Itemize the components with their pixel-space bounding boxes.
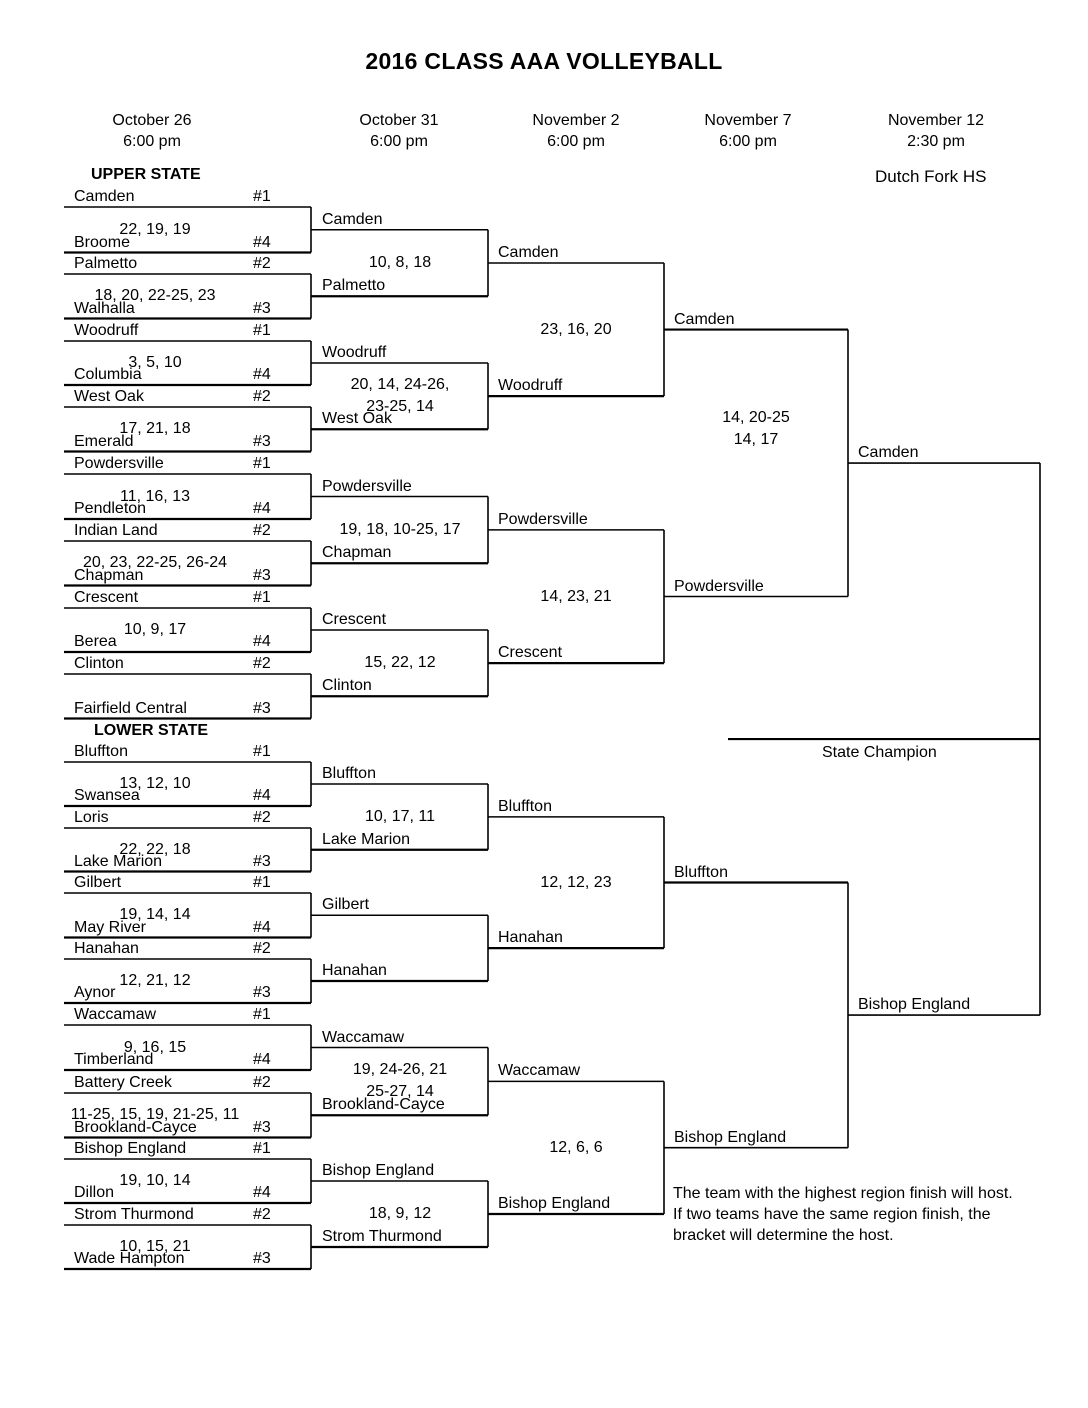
team-name: Camden — [322, 210, 383, 228]
match-score: 17, 21, 18 — [119, 420, 191, 438]
match-score: 19, 14, 14 — [119, 906, 191, 924]
match-score: 20, 23, 22-25, 26-24 — [82, 554, 228, 572]
team-name: Strom Thurmond — [74, 1206, 194, 1223]
team-name: Woodruff — [322, 344, 387, 361]
match-score: 10, 15, 21 — [119, 1238, 191, 1255]
seed-badge: #2 — [253, 1074, 271, 1091]
champion-label: State Champion — [822, 744, 937, 761]
team-name: Camden — [498, 244, 559, 261]
match-score: 19, 10, 14 — [119, 1172, 191, 1189]
round-date: November 7 — [704, 112, 792, 129]
seed-badge: #3 — [253, 1118, 271, 1136]
match-score: 10, 8, 18 — [368, 254, 432, 271]
team-name: Columbia — [74, 366, 142, 383]
team-name: Aynor — [74, 984, 116, 1001]
team-name: Dillon — [74, 1184, 115, 1201]
seed-badge: #3 — [253, 432, 271, 450]
match-score: 3, 5, 10 — [128, 354, 182, 371]
match-score: 11, 16, 13 — [120, 487, 190, 505]
seed-badge: #4 — [253, 1051, 271, 1068]
team-name: Camden — [674, 310, 735, 328]
team-name: Crescent — [498, 644, 563, 662]
team-name: Waccamaw — [498, 1062, 581, 1080]
team-name: Bluffton — [498, 797, 552, 815]
team-name: Timberland — [74, 1051, 154, 1068]
seed-badge: #2 — [253, 1206, 271, 1223]
team-name: Chapman — [74, 566, 144, 584]
team-name: Woodruff — [74, 322, 139, 339]
match-score: 12, 6, 6 — [549, 1138, 603, 1156]
team-name: Gilbert — [322, 896, 370, 914]
team-name: Strom Thurmond — [322, 1228, 442, 1245]
seed-badge: #3 — [253, 984, 271, 1001]
seed-badge: #3 — [253, 1250, 271, 1267]
team-name: Clinton — [74, 655, 124, 672]
seed-badge: #2 — [253, 255, 271, 272]
team-name: Wade Hampton — [74, 1250, 185, 1267]
match-score: 22, 19, 19 — [119, 220, 191, 238]
seed-badge: #2 — [253, 388, 271, 405]
team-name: Broome — [74, 233, 131, 251]
match-score: 19, 24-26, 21 — [352, 1061, 448, 1079]
team-name: Clinton — [322, 677, 372, 695]
team-name: Camden — [858, 444, 919, 462]
match-score: 12, 21, 12 — [119, 972, 191, 989]
section-upper-state: UPPER STATE — [91, 166, 201, 183]
match-score: 10, 9, 17 — [123, 621, 187, 638]
team-name: Waccamaw — [74, 1006, 157, 1023]
team-name: West Oak — [322, 410, 392, 428]
match-score: 14, 17 — [733, 431, 779, 448]
match-score: 20, 14, 24-26, — [350, 376, 450, 394]
team-name: Hanahan — [74, 940, 139, 957]
team-name: Battery Creek — [74, 1074, 172, 1091]
seed-badge: #1 — [253, 455, 271, 472]
match-score: 11-25, 15, 19, 21-25, 11 — [70, 1106, 240, 1124]
team-name: Bluffton — [674, 863, 728, 881]
team-name: Powdersville — [674, 577, 764, 595]
match-score: 13, 12, 10 — [119, 775, 191, 792]
team-name: Walhalla — [74, 299, 135, 317]
team-name: Powdersville — [498, 510, 588, 528]
match-score: 14, 23, 21 — [540, 587, 612, 605]
match-score: 23-25, 14 — [366, 398, 434, 416]
seed-badge: #1 — [253, 874, 271, 891]
team-name: Woodruff — [498, 377, 563, 395]
team-name: Fairfield Central — [74, 699, 187, 717]
seed-badge: #4 — [253, 366, 271, 383]
match-score: 23, 16, 20 — [540, 320, 612, 338]
seed-badge: #3 — [253, 699, 271, 717]
seed-badge: #4 — [253, 233, 271, 251]
team-name: Loris — [74, 809, 109, 826]
team-name: Hanahan — [322, 962, 387, 979]
seed-badge: #3 — [253, 299, 271, 317]
team-name: Lake Marion — [74, 852, 163, 870]
team-name: Brookland-Cayce — [74, 1118, 197, 1136]
match-score: 18, 9, 12 — [368, 1205, 432, 1222]
seed-badge: #1 — [253, 1006, 271, 1023]
team-name: Bishop England — [674, 1128, 787, 1146]
round-time: 6:00 pm — [123, 133, 181, 150]
team-name: Bluffton — [322, 765, 376, 782]
team-name: Powdersville — [74, 455, 164, 472]
team-name: Indian Land — [74, 522, 158, 539]
seed-badge: #2 — [253, 522, 271, 539]
seed-badge: #2 — [253, 940, 271, 957]
team-name: Brookland-Cayce — [322, 1096, 445, 1114]
round-time: 6:00 pm — [370, 133, 428, 150]
match-score: 19, 18, 10-25, 17 — [339, 520, 461, 538]
match-score: 12, 12, 23 — [540, 873, 612, 891]
seed-badge: #2 — [253, 655, 271, 672]
match-score: 14, 20-25 — [722, 409, 790, 426]
match-score: 15, 22, 12 — [364, 654, 436, 672]
team-name: Crescent — [322, 611, 387, 628]
venue: Dutch Fork HS — [875, 167, 987, 186]
seed-badge: #1 — [253, 589, 271, 606]
seed-badge: #3 — [253, 566, 271, 584]
team-name: Chapman — [322, 544, 392, 562]
seed-badge: #1 — [253, 188, 271, 205]
seed-badge: #4 — [253, 918, 271, 936]
team-name: Crescent — [74, 589, 139, 606]
team-name: Palmetto — [322, 277, 386, 295]
team-name: Powdersville — [322, 477, 412, 495]
seed-badge: #1 — [253, 322, 271, 339]
seed-badge: #4 — [253, 633, 271, 650]
team-name: Hanahan — [498, 929, 563, 947]
team-name: Waccamaw — [322, 1028, 405, 1046]
seed-badge: #3 — [253, 852, 271, 870]
team-name: Bishop England — [498, 1195, 611, 1212]
team-name: Pendleton — [74, 500, 147, 517]
page-title: 2016 CLASS AAA VOLLEYBALL — [365, 48, 723, 74]
team-name: Emerald — [74, 432, 134, 450]
round-date: November 12 — [887, 112, 985, 129]
team-name: Camden — [74, 188, 135, 205]
host-note: The team with the highest region finish will host. If two teams have the same region finish, the bracket will determine the host. — [673, 1185, 1013, 1244]
seed-badge: #2 — [253, 809, 271, 826]
match-score: 25-27, 14 — [366, 1083, 434, 1101]
seed-badge: #1 — [253, 743, 271, 760]
team-name: Bishop England — [74, 1140, 187, 1157]
team-name: May River — [74, 918, 147, 936]
team-name: Palmetto — [74, 255, 138, 272]
round-date: October 31 — [359, 112, 439, 129]
seed-badge: #4 — [253, 1184, 271, 1201]
seed-badge: #1 — [253, 1140, 271, 1157]
team-name: Bishop England — [858, 996, 971, 1014]
team-name: Gilbert — [74, 874, 122, 891]
team-name: West Oak — [74, 388, 144, 405]
seed-badge: #4 — [253, 500, 271, 517]
seed-badge: #4 — [253, 787, 271, 804]
round-date: October 26 — [112, 112, 192, 129]
team-name: Swansea — [74, 787, 140, 804]
match-score: 9, 16, 15 — [123, 1038, 187, 1056]
match-score: 10, 17, 11 — [365, 807, 435, 825]
round-time: 6:00 pm — [719, 133, 777, 150]
team-name: Bluffton — [74, 743, 128, 760]
round-time: 6:00 pm — [547, 133, 605, 150]
match-score: 22, 22, 18 — [119, 840, 191, 858]
team-name: Lake Marion — [322, 830, 411, 848]
team-name: Bishop England — [322, 1162, 435, 1179]
round-date: November 2 — [532, 112, 620, 129]
section-lower-state: LOWER STATE — [94, 722, 209, 739]
round-time: 2:30 pm — [907, 133, 965, 150]
team-name: Berea — [74, 633, 117, 650]
match-score: 18, 20, 22-25, 23 — [94, 287, 216, 305]
